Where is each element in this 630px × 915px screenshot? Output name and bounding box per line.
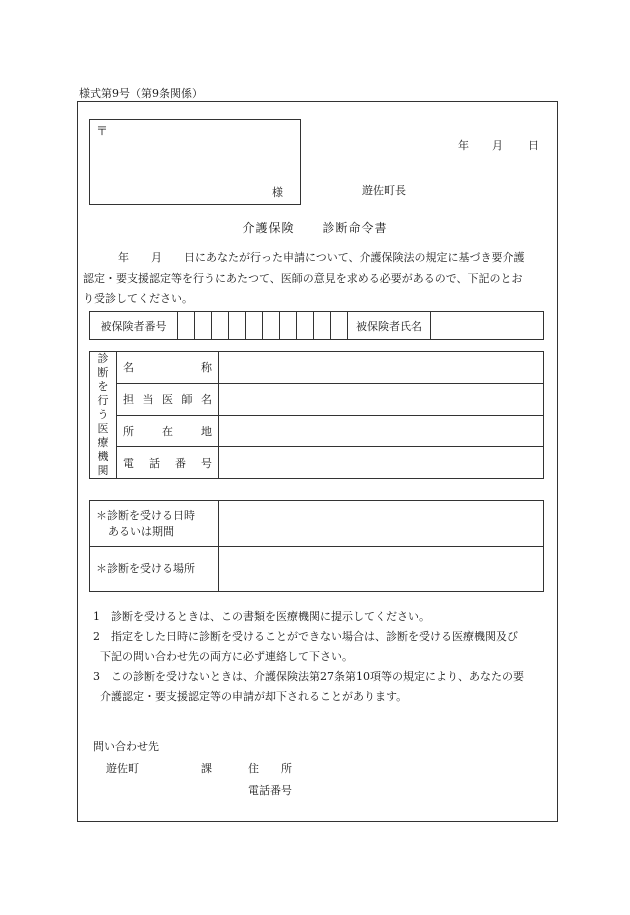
contact-town: 遊佐町 — [106, 762, 139, 775]
insured-number-digit[interactable] — [212, 312, 229, 340]
issuer: 遊佐町長 — [362, 184, 406, 197]
exam-place-label: ＊診断を受ける場所 — [90, 547, 219, 592]
date-day: 日 — [528, 139, 539, 152]
insured-number-digit[interactable] — [297, 312, 314, 340]
institution-phone-label: 電 話 番 号 — [117, 447, 219, 479]
exam-schedule-table — [89, 500, 544, 592]
insured-number-digit[interactable] — [229, 312, 246, 340]
contact-address-label: 住 所 — [248, 762, 292, 775]
postal-mark: 〒 — [96, 124, 109, 138]
document-title — [0, 219, 630, 236]
exam-place-field[interactable] — [219, 547, 544, 592]
insured-number-digit[interactable] — [195, 312, 212, 340]
note-2-continued: 下記の問い合わせ先の両方に必ず連絡して下さい。 — [100, 650, 353, 663]
insured-name-label: 被保険者氏名 — [348, 312, 431, 340]
insured-number-digit[interactable] — [314, 312, 331, 340]
contact-section: 課 — [201, 762, 212, 775]
note-2: 2 指定をした日時に診断を受けることができない場合は、診断を受ける医療機関及び — [93, 630, 518, 643]
insured-number-digit[interactable] — [178, 312, 195, 340]
medical-institution-table — [89, 351, 544, 479]
exam-datetime-field[interactable] — [219, 501, 544, 547]
body-line-2: 認定・要支援認定等を行うにあたつて、医師の意見を求める必要があるので、下記のとお — [83, 272, 523, 285]
note-1: 1 診断を受けるときは、この書類を医療機関に提示してください。 — [93, 610, 430, 623]
medical-institution-vertical-label: 診 断 を 行 う 医 療 機 関 — [90, 352, 117, 479]
institution-name-label: 名 称 — [117, 352, 219, 384]
body-line-1: 年 月 日にあなたが行った申請について、介護保険法の規定に基づき要介護 — [118, 251, 525, 264]
contact-heading: 問い合わせ先 — [93, 740, 159, 753]
insured-table — [89, 311, 544, 340]
contact-phone-label: 電話番号 — [248, 784, 292, 797]
honorific: 様 — [272, 186, 283, 199]
title-part-1: 介護保険 — [242, 221, 295, 235]
body-line-3: り受診してください。 — [83, 292, 193, 305]
recipient-address-box[interactable] — [89, 119, 301, 205]
insured-name-field[interactable] — [431, 312, 544, 340]
institution-phone-field[interactable] — [219, 447, 544, 479]
insured-number-label: 被保険者番号 — [90, 312, 178, 340]
institution-name-field[interactable] — [219, 352, 544, 384]
doctor-name-label: 担 当 医 師 名 — [117, 383, 219, 415]
date-year: 年 — [458, 139, 469, 152]
exam-datetime-label: ＊診断を受ける日時 あるいは期間 — [90, 501, 219, 547]
insured-number-digit[interactable] — [246, 312, 263, 340]
insured-number-digit[interactable] — [263, 312, 280, 340]
form-number: 様式第9号（第9条関係） — [79, 87, 203, 100]
doctor-name-field[interactable] — [219, 383, 544, 415]
date-month: 月 — [492, 139, 503, 152]
institution-address-field[interactable] — [219, 415, 544, 447]
insured-number-digit[interactable] — [331, 312, 348, 340]
note-3: 3 この診断を受けないときは、介護保険法第27条第10項等の規定により、あなたの要 — [93, 670, 524, 683]
institution-address-label: 所 在 地 — [117, 415, 219, 447]
title-part-2: 診断命令書 — [322, 221, 388, 235]
insured-number-digit[interactable] — [280, 312, 297, 340]
note-3-continued: 介護認定・要支援認定等の申請が却下されることがあります。 — [100, 690, 408, 703]
